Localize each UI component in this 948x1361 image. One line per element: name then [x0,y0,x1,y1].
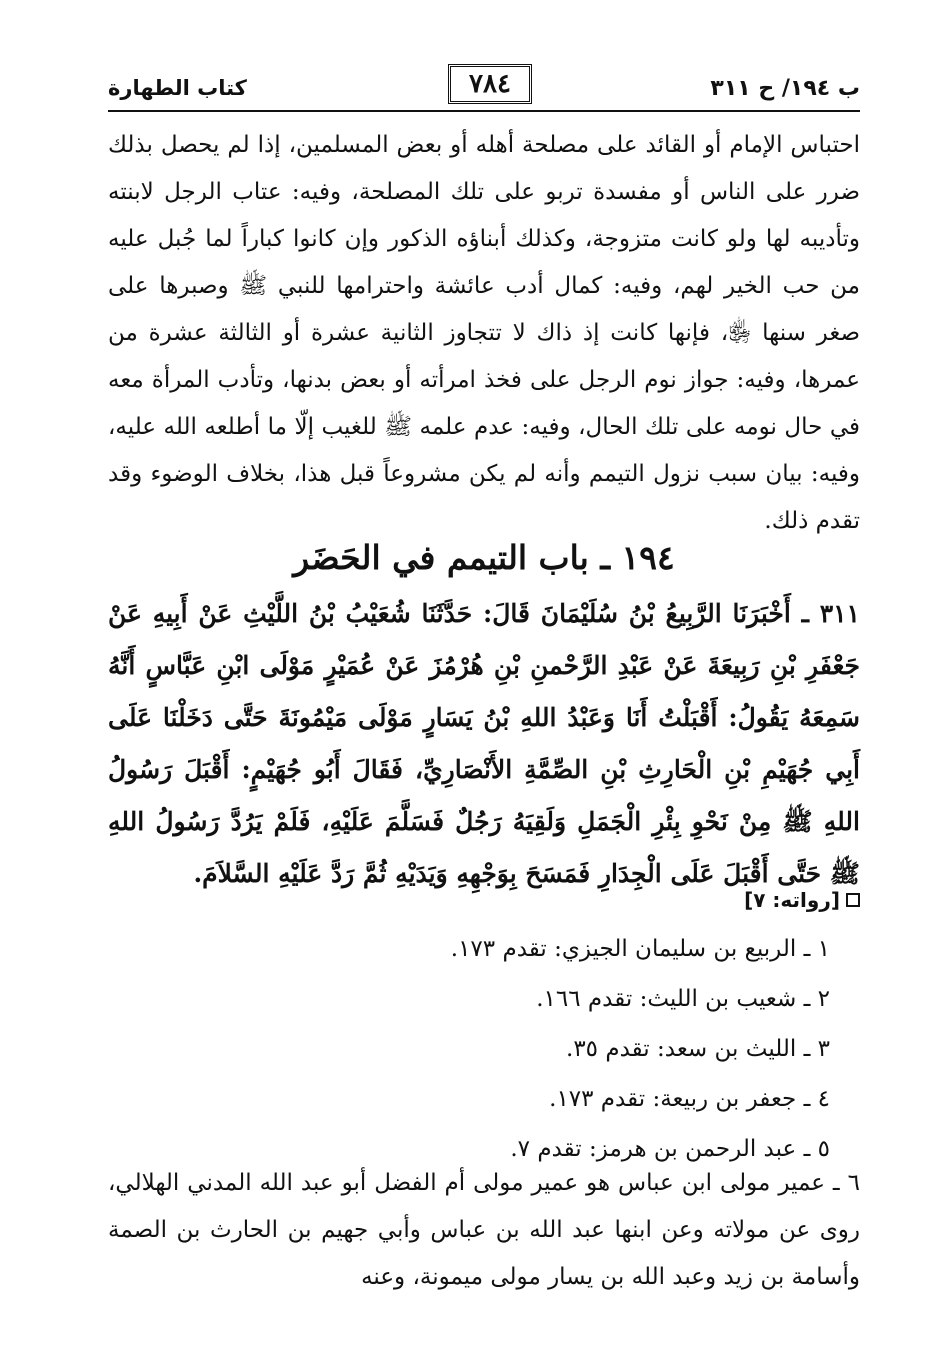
commentary-paragraph: احتباس الإمام أو القائد على مصلحة أهله أو بعض المسلمين، إذا لم يحصل بذلك ضرر على الناس أو مفسدة تربو على تلك المصلحة، وفيه: عتاب الرجل لابنته وتأديبه لها ولو كانت متزوجة، وكذلك أبناؤه الذكور وإن كانوا كباراً لما جُبل عليه من حب الخير لهم، وفيه: كمال أدب عائشة واحترامها للنبي ﷺ وصبرها على صغر سنها ﵂، فإنها كانت إذ ذاك لا تتجاوز الثانية عشرة أو الثالثة عشرة من عمرها، وفيه: جواز نوم الرجل على فخذ امرأته أو بعض بدنها، وتأدب المرأة معه في حال نومه على تلك الحال، وفيه: عدم علمه ﷺ للغيب إلّا ما أطلعه الله عليه، وفيه: بيان سبب نزول التيمم وأنه لم يكن مشروعاً قبل هذا، بخلاف الوضوء وقد تقدم ذلك. [108,132,860,534]
chapter-heading: ١٩٤ ـ باب التيمم في الحَضَر [293,538,675,577]
list-item: ٥ ـ عبد الرحمن بن هرمز: تقدم ٧. [510,1136,830,1162]
narrators-heading-label: [رواته: ٧] [744,888,840,912]
list-item: ١ ـ الربيع بن سليمان الجيزي: تقدم ١٧٣. [450,936,830,962]
narrator-biography: ٦ ـ عمير مولى ابن عباس هو عمير مولى أم الفضل أبو عبد الله المدني الهلالي، روى عن مولاته وعن ابنها عبد الله بن عباس وأبي جهيم بن الحارث بن الصمة وأسامة بن زيد وعبد الله بن يسار مولى ميمونة، وعنه [108,1170,860,1290]
list-item: ٢ ـ شعيب بن الليث: تقدم ١٦٦. [536,986,830,1012]
hadith-text: ٣١١ ـ أَخْبَرَنَا الرَّبِيعُ بْنُ سُلَيْمَانَ قَالَ: حَدَّثَنَا شُعَيْبُ بْنُ اللَّيْثِ عَنْ أَبِيهِ عَنْ جَعْفَرِ بْنِ رَبِيعَةَ عَنْ عَبْدِ الرَّحْمنِ بْنِ هُرْمُزَ عَنْ عُمَيْرٍ مَوْلَى ابْنِ عَبَّاسٍ أَنَّهُ سَمِعَهُ يَقُولُ: أَقْبَلْتُ أَنَا وَعَبْدُ اللهِ بْنُ يَسَارٍ مَوْلَى مَيْمُونَةَ حَتَّى دَخَلْنَا عَلَى أَبِي جُهَيْمِ بْنِ الْحَارِثِ بْنِ الصِّمَّةِ الأَنْصَارِيِّ، فَقَالَ أَبُو جُهَيْمٍ: أَقْبَلَ رَسُولُ اللهِ ﷺ مِنْ نَحْوِ بِئْرِ الْجَمَلِ وَلَقِيَهُ رَجُلٌ فَسَلَّمَ عَلَيْهِ، فَلَمْ يَرُدَّ رَسُولُ اللهِ ﷺ حَتَّى أَقْبَلَ عَلَى الْجِدَارِ فَمَسَحَ بِوَجْهِهِ وَيَدَيْهِ ثُمَّ رَدَّ عَلَيْهِ السَّلاَمَ. [108,599,860,888]
page-header [108,62,860,112]
narrators-heading [744,888,860,912]
list-item: ٤ ـ جعفر بن ربيعة: تقدم ١٧٣. [549,1086,830,1112]
square-bullet-icon [846,893,860,907]
list-item: ٣ ـ الليث بن سعد: تقدم ٣٥. [566,1036,830,1062]
chapter-reference: ب ١٩٤/ ح ٣١١ [710,76,860,101]
header-divider [108,110,860,112]
narrators-list [210,924,830,1174]
book-title: كتاب الطهارة [108,76,247,100]
page-number: ٧٨٤ [448,64,532,104]
